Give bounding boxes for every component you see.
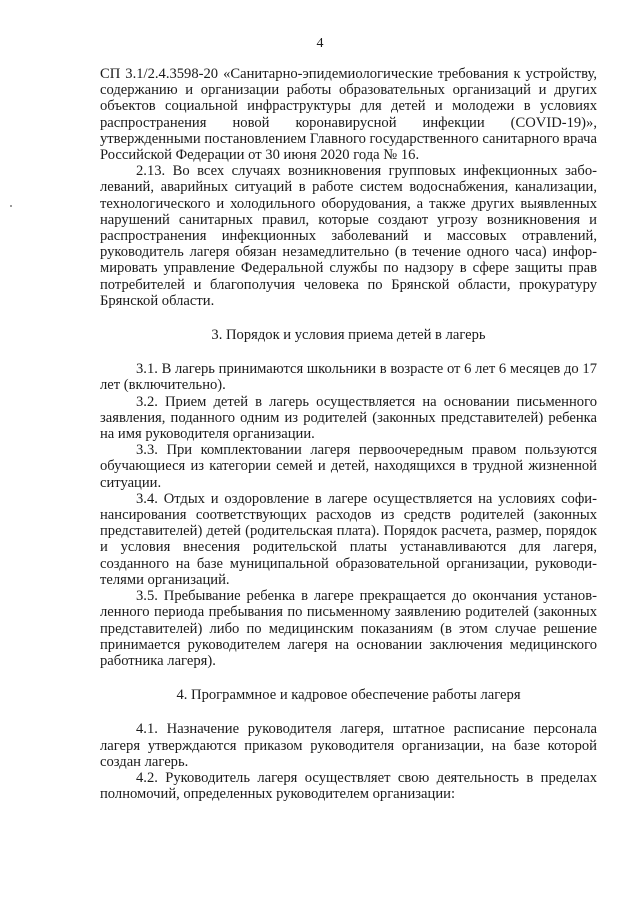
paragraph-3-4: 3.4. Отдых и оздоровление в лагере осуществляется на условиях софинансирования соответствующих расходов из средств родителей (законных представителей) детей (родительская плата). Порядок расчета, размер, порядок и условия внесения родительской платы устанавливаются для лагеря, созданного на базе муниципальной образовательной организации, руководителями организаций. (100, 490, 597, 588)
paragraph-3-3: 3.3. При комплектовании лагеря первоочередным правом пользуются обучающиеся из категории семей и детей, находящихся в трудной жизненной ситуации. (100, 442, 597, 491)
paragraph-2-13: 2.13. Во всех случаях возникновения групповых инфекционных заболеваний, аварийных ситуаций в работе систем водоснабжения, канализации, технологического и холодильного оборудования, а также других выявленных нарушений санитарных правил, которые создают угрозу возникновения и распространения инфекционных заболеваний и массовых отравлений, руководитель лагеря обязан незамедлительно (в течение одного часа) информировать управление Федеральной службы по надзору в сфере защиты прав потребителей и благополучия человека по Брянской области, прокуратуру Брянской области. (100, 163, 597, 309)
margin-scan-mark (10, 205, 12, 207)
paragraph-4-2: 4.2. Руководитель лагеря осуществляет свою деятельность в пределах полномочий, определенных руководителем организации: (100, 769, 597, 803)
paragraph-3-1: 3.1. В лагерь принимаются школьники в возрасте от 6 лет 6 месяцев до 17 лет (включительно). (100, 361, 597, 394)
section-4-heading: 4. Программное и кадровое обеспечение работы лагеря (176, 687, 521, 704)
section-3-heading: 3. Порядок и условия приема детей в лагерь (211, 327, 486, 344)
document-body (100, 66, 597, 802)
paragraph-3-2: 3.2. Прием детей в лагерь осуществляется на основании письменного заявления, поданного одним из родителей (законных представителей) ребенка на имя руководителя организации. (100, 393, 597, 443)
page-number: 4 (316, 36, 324, 51)
paragraph-4-1: 4.1. Назначение руководителя лагеря, штатное расписание персонала лагеря утверждаются приказом руководителя организации, на базе которой создан лагерь. (100, 721, 597, 770)
paragraph-3-5: 3.5. Пребывание ребенка в лагере прекращается до окончания установленного периода пребывания по письменному заявлению родителей (законных представителей) либо по медицинским показаниям (в этом случае решение принимается руководителем лагеря на основании заключения медицинского работника лагеря). (100, 588, 597, 669)
paragraph-sanitary-rules: СП 3.1/2.4.3598-20 «Санитарно-эпидемиологические требования к устройству, содержанию и организации работы образовательных организаций и других объектов социальной инфраструктуры для детей и молодежи в условиях распространения новой коронавирусной инфекции (COVID-19)», утвержденными постановлением Главного государственного санитарного врача Российской Федерации от 30 июня 2020 года № 16. (100, 66, 597, 164)
